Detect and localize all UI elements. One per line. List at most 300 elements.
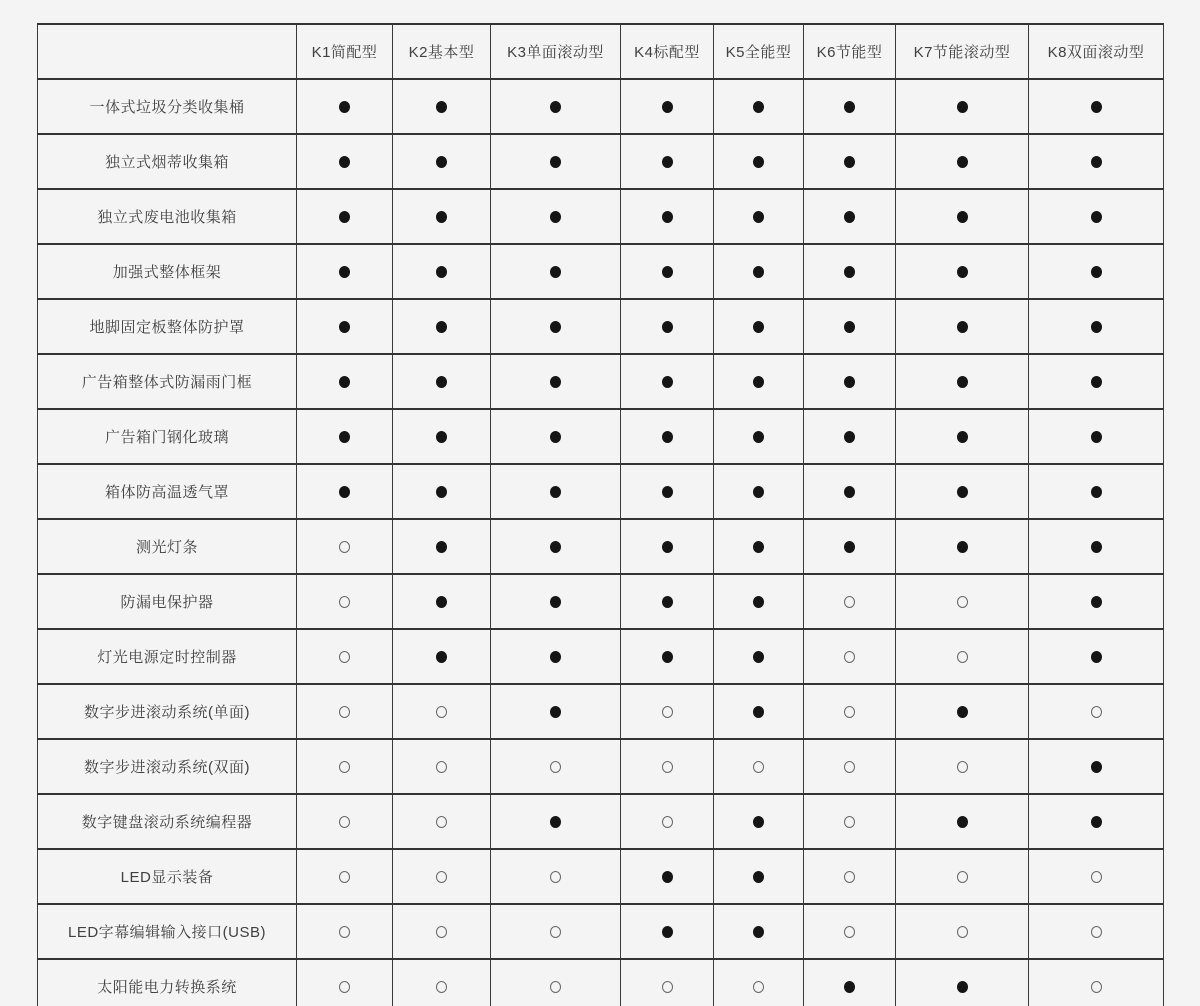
- feature-label: 箱体防高温透气罩: [38, 464, 297, 519]
- feature-cell: [297, 464, 393, 519]
- filled-dot-icon: [339, 211, 350, 223]
- filled-dot-icon: [662, 871, 673, 883]
- feature-label: 加强式整体框架: [38, 244, 297, 299]
- feature-cell: [297, 299, 393, 354]
- feature-cell: [804, 409, 896, 464]
- feature-cell: [621, 189, 714, 244]
- open-dot-icon: [957, 761, 968, 773]
- feature-cell: [491, 189, 621, 244]
- feature-cell: [491, 409, 621, 464]
- filled-dot-icon: [957, 376, 968, 388]
- column-header-7: K7节能滚动型: [896, 24, 1029, 79]
- feature-cell: [621, 79, 714, 134]
- feature-label: 独立式废电池收集箱: [38, 189, 297, 244]
- filled-dot-icon: [1091, 211, 1102, 223]
- feature-cell: [896, 684, 1029, 739]
- feature-cell: [896, 574, 1029, 629]
- feature-cell: [393, 904, 491, 959]
- feature-cell: [714, 299, 804, 354]
- filled-dot-icon: [844, 101, 855, 113]
- table-row: [38, 134, 1164, 189]
- table-row: [38, 629, 1164, 684]
- feature-cell: [297, 739, 393, 794]
- feature-comparison-table: [37, 23, 1164, 1006]
- feature-cell: [804, 739, 896, 794]
- open-dot-icon: [1091, 926, 1102, 938]
- feature-cell: [621, 574, 714, 629]
- filled-dot-icon: [550, 706, 561, 718]
- feature-cell: [297, 959, 393, 1006]
- feature-label: 地脚固定板整体防护罩: [38, 299, 297, 354]
- feature-cell: [393, 299, 491, 354]
- feature-cell: [491, 849, 621, 904]
- feature-cell: [297, 684, 393, 739]
- feature-cell: [491, 134, 621, 189]
- column-header-5: K5全能型: [714, 24, 804, 79]
- filled-dot-icon: [339, 376, 350, 388]
- feature-cell: [621, 904, 714, 959]
- filled-dot-icon: [844, 376, 855, 388]
- open-dot-icon: [436, 926, 447, 938]
- feature-cell: [804, 959, 896, 1006]
- feature-cell: [1029, 299, 1164, 354]
- feature-label: 灯光电源定时控制器: [38, 629, 297, 684]
- open-dot-icon: [957, 596, 968, 608]
- filled-dot-icon: [1091, 266, 1102, 278]
- open-dot-icon: [662, 706, 673, 718]
- feature-cell: [714, 519, 804, 574]
- feature-label: 数字步进滚动系统(双面): [38, 739, 297, 794]
- feature-cell: [393, 574, 491, 629]
- open-dot-icon: [844, 816, 855, 828]
- feature-cell: [491, 959, 621, 1006]
- open-dot-icon: [436, 816, 447, 828]
- feature-cell: [297, 189, 393, 244]
- open-dot-icon: [339, 926, 350, 938]
- feature-cell: [491, 629, 621, 684]
- column-header-3: K3单面滚动型: [491, 24, 621, 79]
- feature-cell: [896, 244, 1029, 299]
- filled-dot-icon: [339, 486, 350, 498]
- filled-dot-icon: [550, 816, 561, 828]
- feature-cell: [714, 849, 804, 904]
- filled-dot-icon: [753, 101, 764, 113]
- feature-cell: [491, 739, 621, 794]
- filled-dot-icon: [662, 486, 673, 498]
- feature-cell: [896, 904, 1029, 959]
- feature-cell: [1029, 849, 1164, 904]
- feature-cell: [714, 409, 804, 464]
- feature-cell: [896, 794, 1029, 849]
- feature-cell: [714, 684, 804, 739]
- feature-cell: [393, 244, 491, 299]
- feature-cell: [1029, 684, 1164, 739]
- filled-dot-icon: [844, 321, 855, 333]
- feature-label: LED字幕编辑输入接口(USB): [38, 904, 297, 959]
- feature-cell: [804, 134, 896, 189]
- feature-cell: [714, 959, 804, 1006]
- filled-dot-icon: [1091, 651, 1102, 663]
- filled-dot-icon: [957, 706, 968, 718]
- feature-cell: [896, 519, 1029, 574]
- feature-cell: [896, 959, 1029, 1006]
- filled-dot-icon: [1091, 541, 1102, 553]
- feature-cell: [491, 354, 621, 409]
- filled-dot-icon: [957, 211, 968, 223]
- filled-dot-icon: [436, 376, 447, 388]
- feature-cell: [297, 79, 393, 134]
- feature-cell: [393, 519, 491, 574]
- filled-dot-icon: [339, 431, 350, 443]
- feature-cell: [1029, 574, 1164, 629]
- feature-cell: [804, 849, 896, 904]
- feature-label: 一体式垃圾分类收集桶: [38, 79, 297, 134]
- feature-label: 数字步进滚动系统(单面): [38, 684, 297, 739]
- filled-dot-icon: [753, 596, 764, 608]
- open-dot-icon: [957, 651, 968, 663]
- table-row: [38, 794, 1164, 849]
- open-dot-icon: [550, 761, 561, 773]
- feature-cell: [491, 684, 621, 739]
- feature-label: 独立式烟蒂收集箱: [38, 134, 297, 189]
- feature-cell: [804, 519, 896, 574]
- feature-cell: [621, 849, 714, 904]
- table-row: [38, 574, 1164, 629]
- feature-label: LED显示装备: [38, 849, 297, 904]
- open-dot-icon: [339, 816, 350, 828]
- feature-cell: [804, 189, 896, 244]
- filled-dot-icon: [753, 816, 764, 828]
- feature-cell: [297, 134, 393, 189]
- feature-cell: [621, 244, 714, 299]
- filled-dot-icon: [957, 486, 968, 498]
- filled-dot-icon: [662, 431, 673, 443]
- filled-dot-icon: [550, 541, 561, 553]
- filled-dot-icon: [844, 981, 855, 993]
- header-row: [38, 24, 1164, 79]
- feature-cell: [714, 574, 804, 629]
- filled-dot-icon: [662, 101, 673, 113]
- feature-cell: [804, 244, 896, 299]
- feature-cell: [621, 409, 714, 464]
- feature-cell: [621, 739, 714, 794]
- feature-cell: [393, 739, 491, 794]
- open-dot-icon: [550, 981, 561, 993]
- feature-cell: [804, 629, 896, 684]
- filled-dot-icon: [753, 156, 764, 168]
- feature-cell: [297, 519, 393, 574]
- feature-cell: [393, 684, 491, 739]
- filled-dot-icon: [550, 321, 561, 333]
- filled-dot-icon: [753, 651, 764, 663]
- feature-cell: [896, 464, 1029, 519]
- feature-cell: [297, 794, 393, 849]
- table-row: [38, 354, 1164, 409]
- feature-cell: [1029, 79, 1164, 134]
- filled-dot-icon: [662, 156, 673, 168]
- filled-dot-icon: [662, 211, 673, 223]
- column-header-6: K6节能型: [804, 24, 896, 79]
- filled-dot-icon: [436, 156, 447, 168]
- open-dot-icon: [436, 981, 447, 993]
- filled-dot-icon: [662, 541, 673, 553]
- feature-cell: [1029, 464, 1164, 519]
- feature-cell: [896, 189, 1029, 244]
- feature-cell: [714, 629, 804, 684]
- feature-cell: [896, 299, 1029, 354]
- table-row: [38, 299, 1164, 354]
- filled-dot-icon: [844, 486, 855, 498]
- filled-dot-icon: [753, 926, 764, 938]
- open-dot-icon: [339, 706, 350, 718]
- feature-label: 数字键盘滚动系统编程器: [38, 794, 297, 849]
- feature-cell: [1029, 794, 1164, 849]
- feature-cell: [393, 629, 491, 684]
- table-row: [38, 904, 1164, 959]
- table-row: [38, 519, 1164, 574]
- filled-dot-icon: [436, 596, 447, 608]
- feature-cell: [714, 354, 804, 409]
- filled-dot-icon: [957, 156, 968, 168]
- feature-cell: [393, 134, 491, 189]
- filled-dot-icon: [436, 486, 447, 498]
- feature-cell: [896, 849, 1029, 904]
- feature-cell: [714, 134, 804, 189]
- open-dot-icon: [550, 926, 561, 938]
- feature-cell: [1029, 904, 1164, 959]
- filled-dot-icon: [844, 156, 855, 168]
- table-row: [38, 464, 1164, 519]
- filled-dot-icon: [1091, 101, 1102, 113]
- column-header-1: K1简配型: [297, 24, 393, 79]
- open-dot-icon: [844, 596, 855, 608]
- feature-cell: [393, 409, 491, 464]
- filled-dot-icon: [662, 266, 673, 278]
- open-dot-icon: [339, 596, 350, 608]
- feature-cell: [896, 409, 1029, 464]
- filled-dot-icon: [1091, 816, 1102, 828]
- open-dot-icon: [844, 706, 855, 718]
- filled-dot-icon: [436, 651, 447, 663]
- filled-dot-icon: [753, 871, 764, 883]
- open-dot-icon: [662, 816, 673, 828]
- feature-cell: [804, 354, 896, 409]
- feature-cell: [1029, 519, 1164, 574]
- filled-dot-icon: [339, 101, 350, 113]
- filled-dot-icon: [662, 596, 673, 608]
- filled-dot-icon: [550, 651, 561, 663]
- open-dot-icon: [1091, 871, 1102, 883]
- filled-dot-icon: [662, 926, 673, 938]
- feature-cell: [297, 244, 393, 299]
- feature-cell: [714, 739, 804, 794]
- feature-cell: [491, 299, 621, 354]
- feature-cell: [714, 464, 804, 519]
- filled-dot-icon: [753, 376, 764, 388]
- feature-cell: [297, 629, 393, 684]
- open-dot-icon: [436, 871, 447, 883]
- feature-cell: [1029, 354, 1164, 409]
- feature-cell: [621, 299, 714, 354]
- filled-dot-icon: [753, 431, 764, 443]
- feature-cell: [714, 79, 804, 134]
- filled-dot-icon: [436, 266, 447, 278]
- filled-dot-icon: [1091, 321, 1102, 333]
- feature-cell: [621, 134, 714, 189]
- feature-cell: [393, 794, 491, 849]
- filled-dot-icon: [662, 321, 673, 333]
- feature-cell: [491, 904, 621, 959]
- feature-cell: [621, 464, 714, 519]
- filled-dot-icon: [550, 431, 561, 443]
- feature-cell: [1029, 189, 1164, 244]
- table-row: [38, 849, 1164, 904]
- filled-dot-icon: [753, 541, 764, 553]
- open-dot-icon: [339, 651, 350, 663]
- filled-dot-icon: [436, 321, 447, 333]
- filled-dot-icon: [957, 816, 968, 828]
- feature-cell: [393, 354, 491, 409]
- feature-label: 广告箱门钢化玻璃: [38, 409, 297, 464]
- feature-cell: [1029, 244, 1164, 299]
- filled-dot-icon: [436, 101, 447, 113]
- table-row: [38, 244, 1164, 299]
- feature-cell: [714, 189, 804, 244]
- feature-label: 太阳能电力转换系统: [38, 959, 297, 1006]
- feature-cell: [621, 519, 714, 574]
- feature-cell: [491, 519, 621, 574]
- filled-dot-icon: [339, 156, 350, 168]
- filled-dot-icon: [550, 266, 561, 278]
- feature-cell: [714, 244, 804, 299]
- filled-dot-icon: [753, 486, 764, 498]
- open-dot-icon: [662, 981, 673, 993]
- filled-dot-icon: [436, 541, 447, 553]
- feature-cell: [393, 189, 491, 244]
- feature-cell: [621, 629, 714, 684]
- open-dot-icon: [436, 706, 447, 718]
- column-header-2: K2基本型: [393, 24, 491, 79]
- filled-dot-icon: [436, 211, 447, 223]
- table-body: [38, 79, 1164, 1006]
- feature-cell: [621, 794, 714, 849]
- open-dot-icon: [957, 926, 968, 938]
- feature-cell: [621, 354, 714, 409]
- feature-cell: [297, 409, 393, 464]
- feature-cell: [297, 849, 393, 904]
- open-dot-icon: [339, 761, 350, 773]
- filled-dot-icon: [753, 321, 764, 333]
- filled-dot-icon: [550, 156, 561, 168]
- filled-dot-icon: [550, 211, 561, 223]
- feature-label: 广告箱整体式防漏雨门框: [38, 354, 297, 409]
- filled-dot-icon: [957, 981, 968, 993]
- feature-cell: [896, 134, 1029, 189]
- feature-cell: [896, 354, 1029, 409]
- filled-dot-icon: [753, 266, 764, 278]
- feature-cell: [804, 299, 896, 354]
- feature-cell: [896, 629, 1029, 684]
- open-dot-icon: [662, 761, 673, 773]
- feature-cell: [804, 79, 896, 134]
- feature-cell: [1029, 739, 1164, 794]
- feature-cell: [491, 574, 621, 629]
- open-dot-icon: [844, 871, 855, 883]
- feature-cell: [804, 684, 896, 739]
- feature-label: 测光灯条: [38, 519, 297, 574]
- feature-cell: [491, 794, 621, 849]
- open-dot-icon: [339, 871, 350, 883]
- feature-cell: [393, 79, 491, 134]
- feature-cell: [896, 79, 1029, 134]
- filled-dot-icon: [844, 211, 855, 223]
- feature-cell: [393, 849, 491, 904]
- feature-cell: [1029, 134, 1164, 189]
- table-row: [38, 959, 1164, 1006]
- filled-dot-icon: [957, 541, 968, 553]
- filled-dot-icon: [1091, 761, 1102, 773]
- feature-cell: [297, 904, 393, 959]
- table-row: [38, 409, 1164, 464]
- table-row: [38, 79, 1164, 134]
- filled-dot-icon: [957, 101, 968, 113]
- open-dot-icon: [1091, 706, 1102, 718]
- filled-dot-icon: [1091, 376, 1102, 388]
- filled-dot-icon: [339, 321, 350, 333]
- feature-label: 防漏电保护器: [38, 574, 297, 629]
- feature-cell: [297, 354, 393, 409]
- filled-dot-icon: [957, 321, 968, 333]
- feature-cell: [804, 574, 896, 629]
- table-row: [38, 684, 1164, 739]
- filled-dot-icon: [1091, 596, 1102, 608]
- feature-cell: [621, 959, 714, 1006]
- feature-cell: [896, 739, 1029, 794]
- filled-dot-icon: [436, 431, 447, 443]
- open-dot-icon: [550, 871, 561, 883]
- feature-cell: [804, 794, 896, 849]
- filled-dot-icon: [662, 376, 673, 388]
- column-header-4: K4标配型: [621, 24, 714, 79]
- feature-cell: [804, 904, 896, 959]
- open-dot-icon: [844, 761, 855, 773]
- feature-cell: [1029, 409, 1164, 464]
- open-dot-icon: [753, 981, 764, 993]
- filled-dot-icon: [1091, 156, 1102, 168]
- feature-cell: [297, 574, 393, 629]
- feature-cell: [491, 464, 621, 519]
- filled-dot-icon: [1091, 486, 1102, 498]
- filled-dot-icon: [844, 431, 855, 443]
- table-row: [38, 189, 1164, 244]
- open-dot-icon: [1091, 981, 1102, 993]
- table-row: [38, 739, 1164, 794]
- filled-dot-icon: [550, 376, 561, 388]
- feature-cell: [621, 684, 714, 739]
- open-dot-icon: [436, 761, 447, 773]
- filled-dot-icon: [662, 651, 673, 663]
- feature-cell: [393, 959, 491, 1006]
- feature-cell: [1029, 629, 1164, 684]
- filled-dot-icon: [844, 266, 855, 278]
- filled-dot-icon: [550, 101, 561, 113]
- feature-cell: [393, 464, 491, 519]
- open-dot-icon: [753, 761, 764, 773]
- filled-dot-icon: [957, 266, 968, 278]
- feature-cell: [491, 244, 621, 299]
- filled-dot-icon: [550, 486, 561, 498]
- open-dot-icon: [339, 981, 350, 993]
